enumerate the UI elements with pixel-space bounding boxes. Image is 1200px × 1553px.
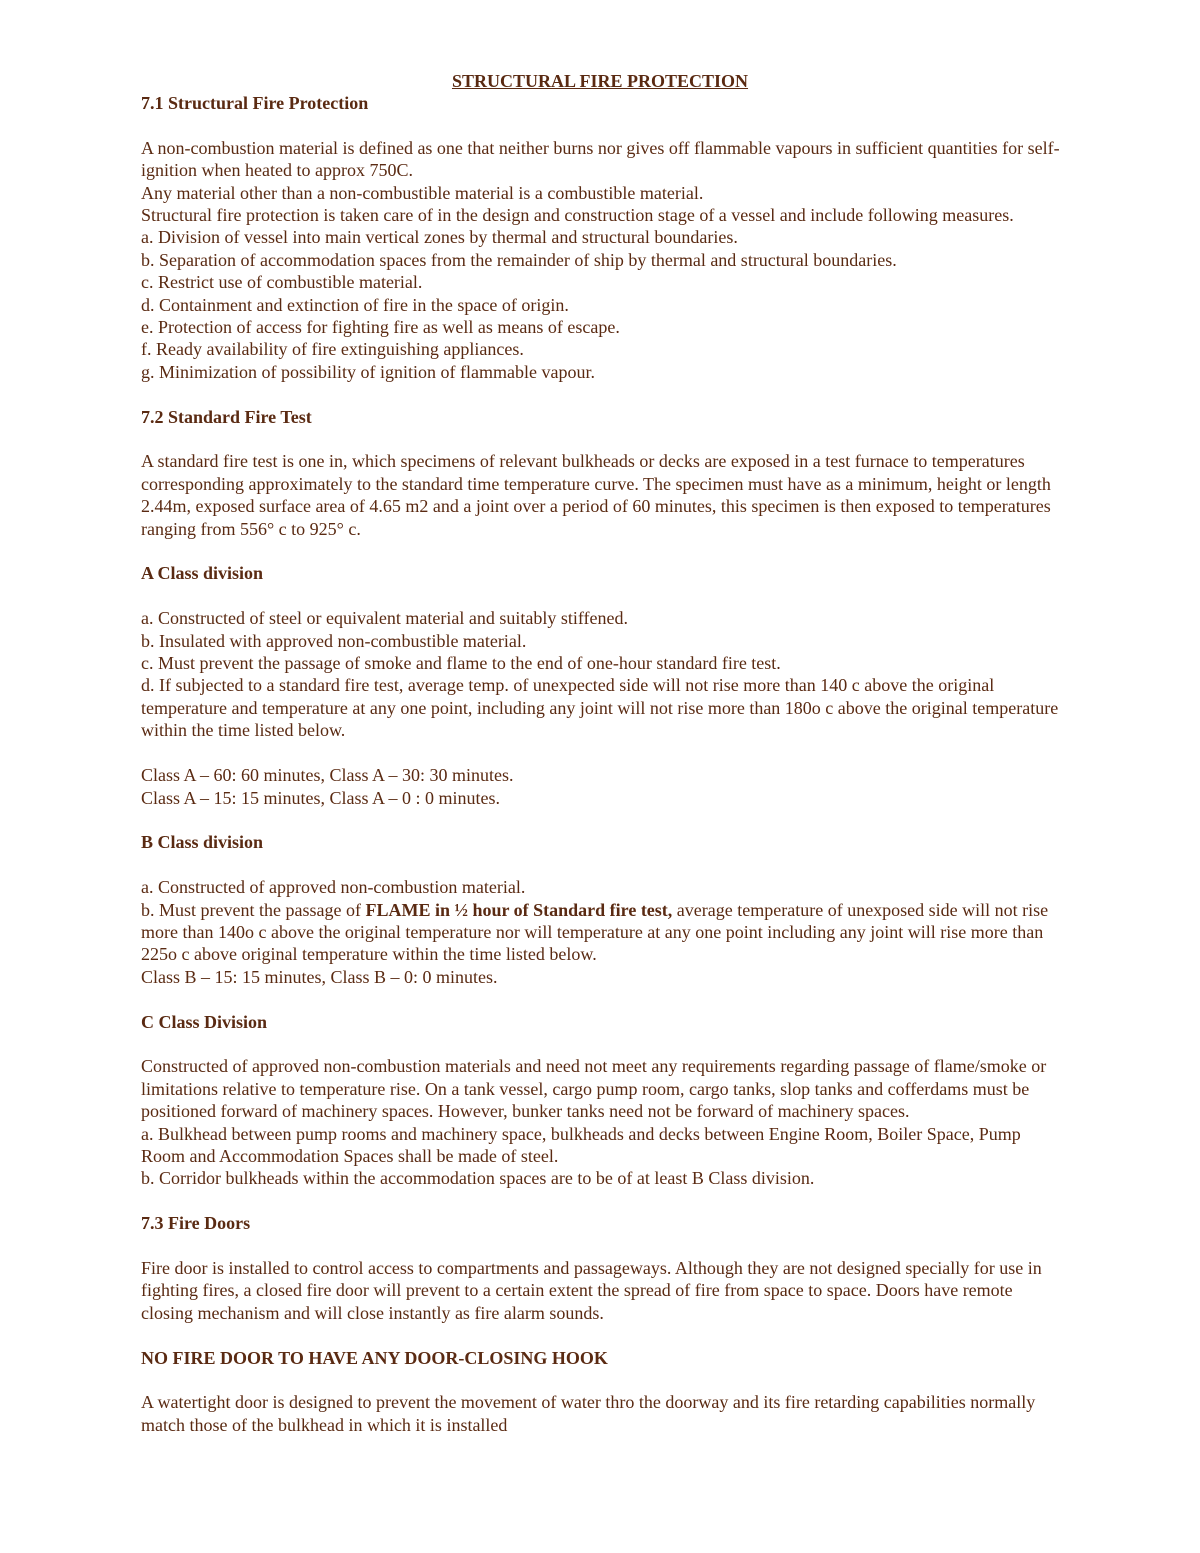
section-heading-7-2: 7.2 Standard Fire Test <box>141 406 312 427</box>
list-item-text: average temperature of unexposed side will not rise more than 140o c above the original temperature nor will temperature at any one point including any joint will rise more than 225o c above original temperature within the time listed below. <box>141 899 1049 965</box>
class-times: Class A – 60: 60 minutes, Class A – 30: 30 minutes. <box>141 765 514 786</box>
paragraph: Any material other than a non-combustible material is a combustible material. <box>141 182 704 203</box>
list-item: a. Constructed of steel or equivalent material and suitably stiffened. <box>141 608 629 629</box>
list-item: d. If subjected to a standard fire test, average temp. of unexpected side will not rise more than 140 c above the original temperature and temperature at any one point, including any joint will not rise more than 180o c above the original temperature within the time listed below. <box>141 675 1059 741</box>
paragraph: Fire door is installed to control access to compartments and passageways. Although they are not designed specially for use in fighting fires, a closed fire door will prevent to a certain extent the spread of fire from space to space. Doors have remote closing mechanism and will close instantly as fire alarm sounds. <box>141 1257 1042 1323</box>
list-item: e. Protection of access for fighting fire as well as means of escape. <box>141 317 620 338</box>
section-heading-7-1: 7.1 Structural Fire Protection <box>141 93 369 113</box>
class-times: Class A – 15: 15 minutes, Class A – 0 : 0 minutes. <box>141 787 501 808</box>
document-body <box>141 92 1061 1436</box>
paragraph: A non-combustion material is defined as one that neither burns nor gives off flammable vapours in sufficient quantities for self-ignition when heated to approx 750C. <box>141 137 1060 181</box>
list-item: a. Constructed of approved non-combustion material. <box>141 877 526 898</box>
list-item: c. Must prevent the passage of smoke and flame to the end of one-hour standard fire test. <box>141 653 781 674</box>
list-item: c. Restrict use of combustible material. <box>141 272 423 293</box>
paragraph: Constructed of approved non-combustion materials and need not meet any requirements regarding passage of flame/smoke or limitations relative to temperature rise. On a tank vessel, cargo pump room, cargo tanks, slop tanks and cofferdams must be positioned forward of machinery spaces. However, bunker tanks need not be forward of machinery spaces. <box>141 1056 1047 1122</box>
list-item: b. Corridor bulkheads within the accommodation spaces are to be of at least B Class division. <box>141 1168 815 1189</box>
list-item: a. Bulkhead between pump rooms and machinery space, bulkheads and decks between Engine Room, Boiler Space, Pump Room and Accommodation Spaces shall be made of steel. <box>141 1123 1021 1166</box>
list-item: g. Minimization of possibility of ignition of flammable vapour. <box>141 361 595 382</box>
paragraph: Structural fire protection is taken care of in the design and construction stage of a vessel and include following measures. <box>141 205 1014 226</box>
list-item: f. Ready availability of fire extinguishing appliances. <box>141 339 524 360</box>
section-heading-b-class: B Class division <box>141 832 264 853</box>
document-title: STRUCTURAL FIRE PROTECTION <box>451 71 749 91</box>
list-item: d. Containment and extinction of fire in the space of origin. <box>141 294 569 315</box>
paragraph: A watertight door is designed to prevent the movement of water thro the doorway and its fire retarding capabilities normally match those of the bulkhead in which it is installed <box>141 1392 1036 1435</box>
section-heading-7-3: 7.3 Fire Doors <box>141 1213 251 1234</box>
list-item <box>141 899 1061 966</box>
paragraph: A standard fire test is one in, which specimens of relevant bulkheads or decks are exposed in a test furnace to temperatures corresponding approximately to the standard time temperature curve. The specimen must have as a minimum, height or length 2.44m, exposed surface area of 4.65 m2 and a joint over a period of 60 minutes, this specimen is then exposed to temperatures ranging from 556° c to 925° c. <box>141 451 1051 539</box>
section-heading-c-class: C Class Division <box>141 1011 268 1032</box>
list-item-text: b. Must prevent the passage of <box>141 899 366 920</box>
emphasis-text: FLAME in ½ hour of Standard fire test, <box>365 899 673 920</box>
list-item: b. Separation of accommodation spaces from the remainder of ship by thermal and structural boundaries. <box>141 249 897 270</box>
list-item: a. Division of vessel into main vertical zones by thermal and structural boundaries. <box>141 227 738 248</box>
list-item: b. Insulated with approved non-combustible material. <box>141 630 527 651</box>
class-times: Class B – 15: 15 minutes, Class B – 0: 0 minutes. <box>141 966 498 987</box>
section-heading-a-class: A Class division <box>141 563 264 584</box>
notice-heading: NO FIRE DOOR TO HAVE ANY DOOR-CLOSING HOOK <box>141 1347 608 1368</box>
